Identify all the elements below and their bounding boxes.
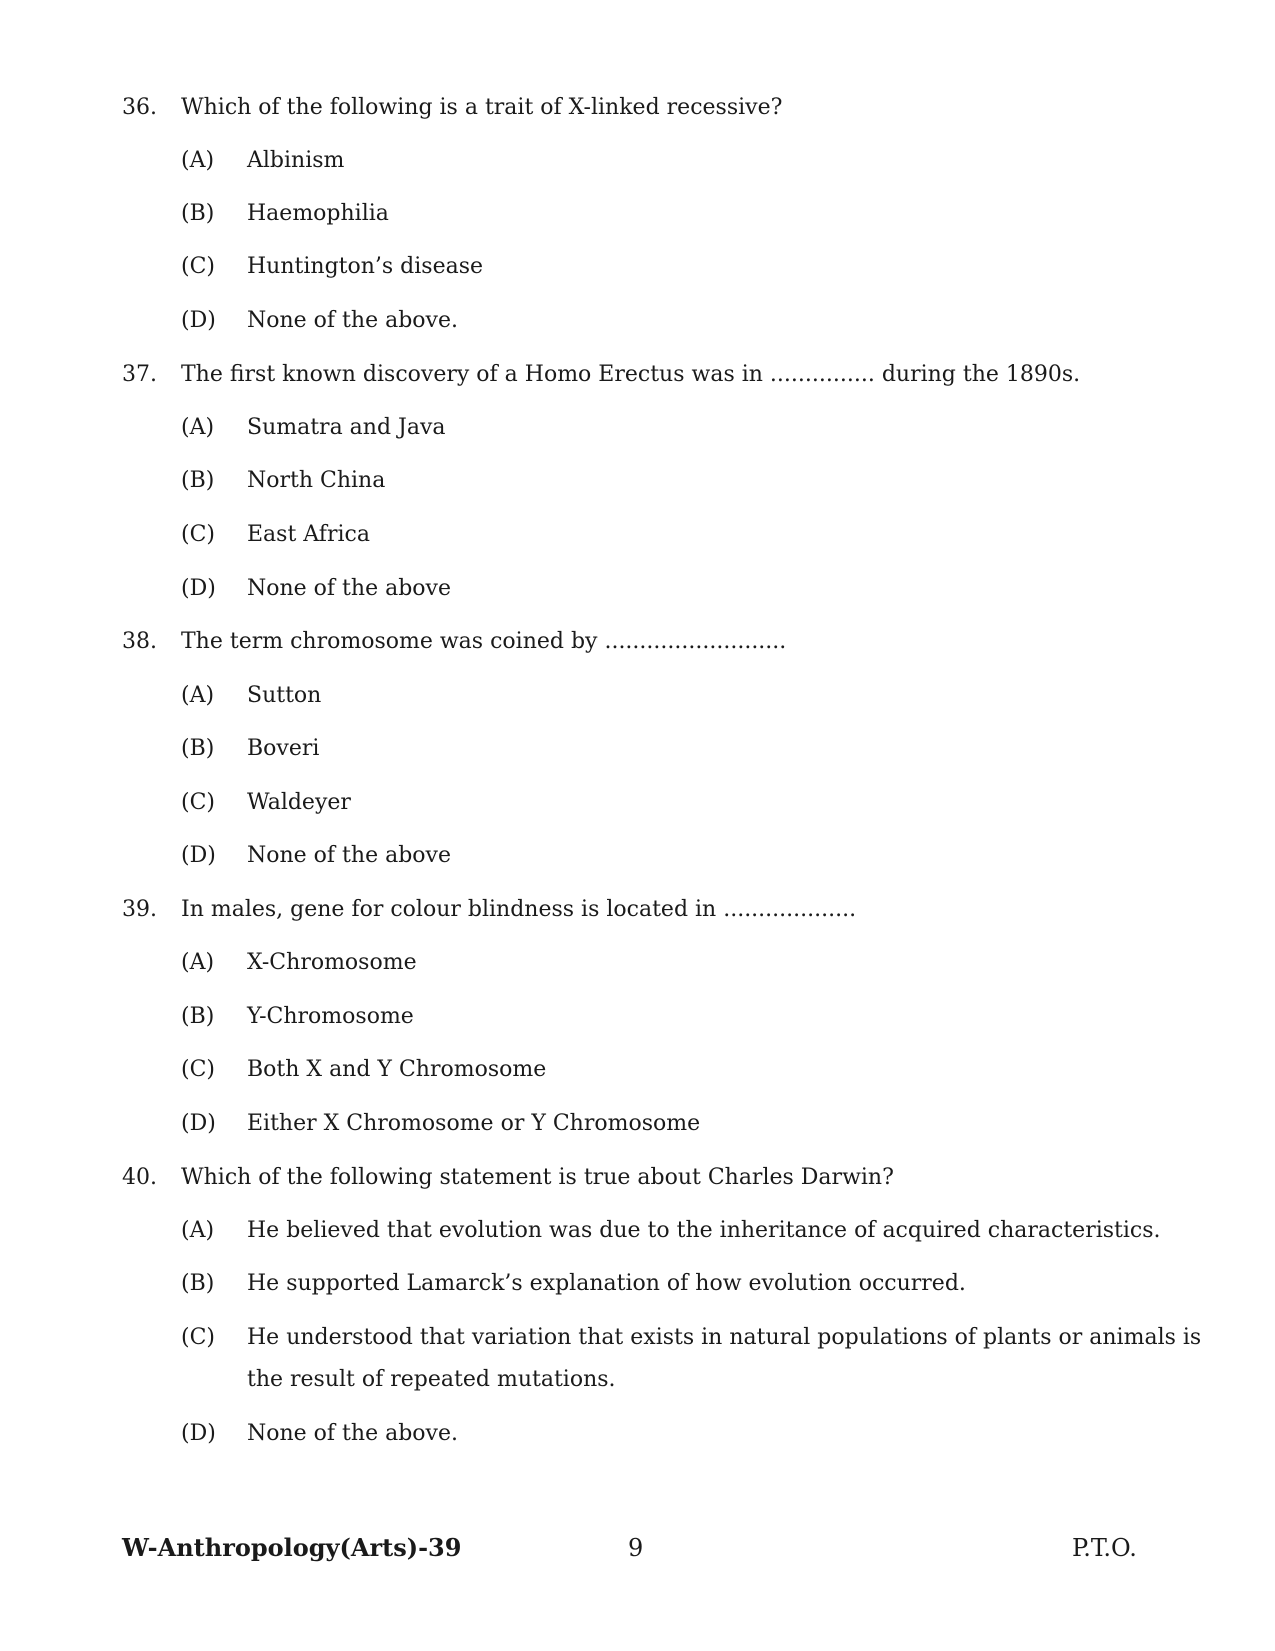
option-label: (A)	[181, 683, 215, 708]
option-label: (C)	[181, 1057, 215, 1082]
option-label: (D)	[181, 1421, 216, 1446]
option-text: He supported Lamarck’s explanation of how evolution occurred.	[247, 1271, 966, 1296]
question-number: 37.	[122, 362, 157, 387]
option-text: He believed that evolution was due to the inheritance of acquired characteristics.	[247, 1218, 1161, 1243]
question-text: Which of the following is a trait of X-linked recessive?	[181, 95, 783, 120]
option-label: (A)	[181, 1218, 215, 1243]
option-text: Sutton	[247, 683, 322, 708]
option-label: (A)	[181, 950, 215, 975]
option-label: (A)	[181, 415, 215, 440]
option-label: (B)	[181, 736, 215, 761]
option-label: (B)	[181, 1271, 215, 1296]
option-text: Albinism	[247, 148, 345, 173]
option-label: (C)	[181, 1325, 215, 1350]
option-text: Boveri	[247, 736, 320, 761]
question-number: 40.	[122, 1165, 157, 1190]
option-text-continuation: the result of repeated mutations.	[247, 1367, 616, 1392]
option-label: (A)	[181, 148, 215, 173]
option-label: (C)	[181, 254, 215, 279]
question-number: 39.	[122, 897, 157, 922]
option-text: Haemophilia	[247, 201, 389, 226]
option-label: (B)	[181, 1004, 215, 1029]
option-label: (D)	[181, 308, 216, 333]
question-number: 38.	[122, 629, 157, 654]
option-text: Huntington’s disease	[247, 254, 484, 279]
question-text: The term chromosome was coined by ..........................	[181, 629, 787, 654]
option-text: None of the above	[247, 576, 451, 601]
option-text: He understood that variation that exists in natural populations of plants or animals is	[247, 1325, 1202, 1350]
option-text: Both X and Y Chromosome	[247, 1057, 547, 1082]
option-text: Sumatra and Java	[247, 415, 446, 440]
paper-code: W-Anthropology(Arts)-39	[122, 1533, 462, 1562]
option-text: X-Chromosome	[247, 950, 417, 975]
question-text: In males, gene for colour blindness is located in ...................	[181, 897, 857, 922]
option-text: Waldeyer	[247, 790, 351, 815]
pto-note: P.T.O.	[1072, 1534, 1137, 1562]
option-label: (D)	[181, 1111, 216, 1136]
option-text: Either X Chromosome or Y Chromosome	[247, 1111, 701, 1136]
option-label: (D)	[181, 843, 216, 868]
question-text: Which of the following statement is true about Charles Darwin?	[181, 1165, 894, 1190]
question-text: The first known discovery of a Homo Erectus was in ............... during the 1890s.	[181, 362, 1081, 387]
option-text: None of the above.	[247, 308, 458, 333]
option-label: (D)	[181, 576, 216, 601]
option-label: (C)	[181, 522, 215, 547]
option-label: (C)	[181, 790, 215, 815]
page-number: 9	[628, 1534, 644, 1562]
option-text: Y-Chromosome	[247, 1004, 414, 1029]
option-label: (B)	[181, 201, 215, 226]
option-text: East Africa	[247, 522, 370, 547]
option-text: North China	[247, 468, 386, 493]
option-text: None of the above.	[247, 1421, 458, 1446]
option-label: (B)	[181, 468, 215, 493]
option-text: None of the above	[247, 843, 451, 868]
question-number: 36.	[122, 95, 157, 120]
